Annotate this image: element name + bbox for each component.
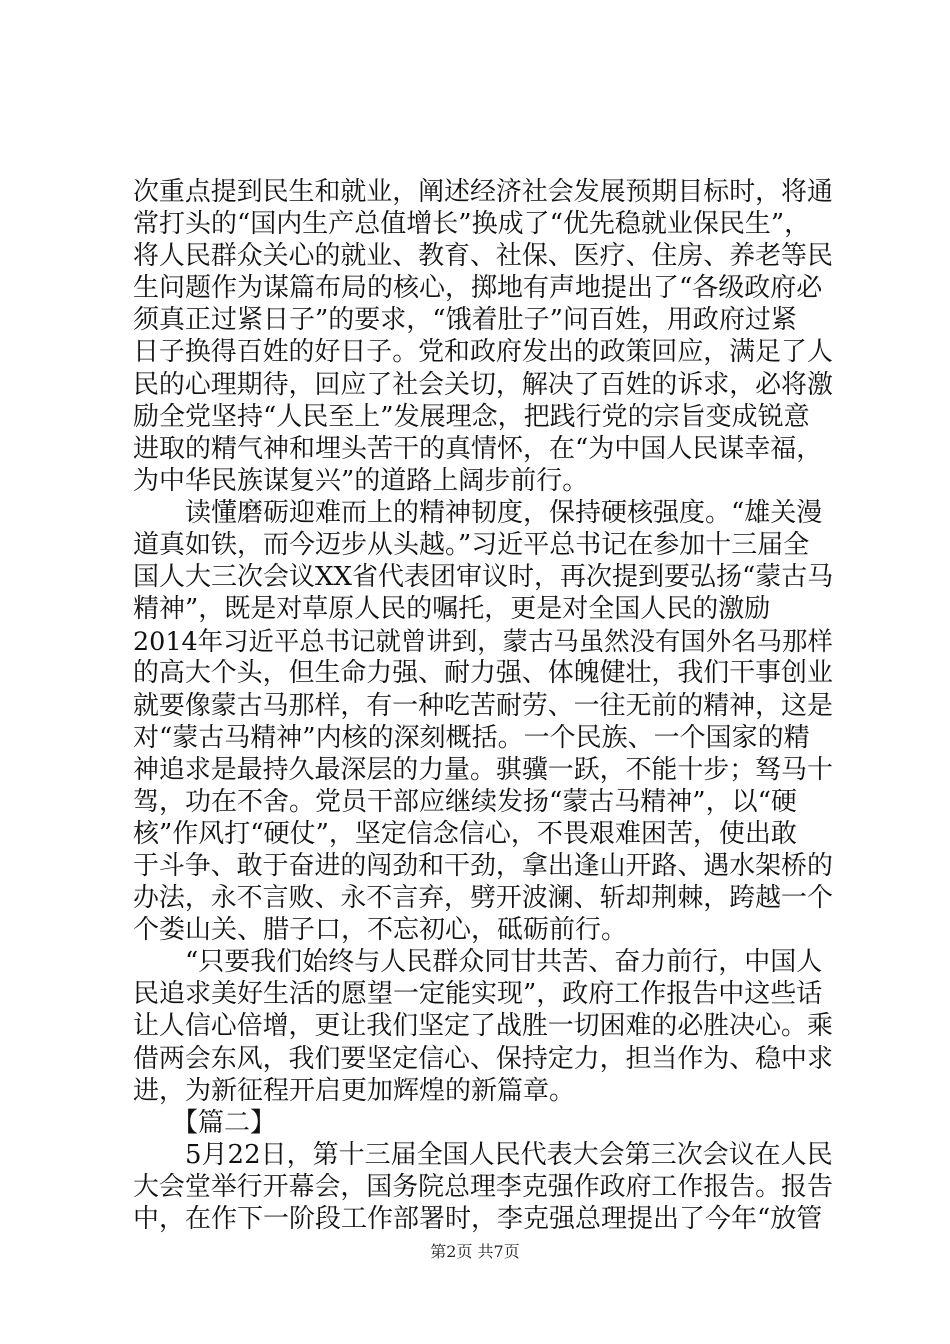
text-line: 对“蒙古马精神”内核的深刻概括。一个民族、一个国家的精 <box>133 722 810 753</box>
text-line: 中，在作下一阶段工作部署时，李克强总理提出了今年“放管 <box>133 1204 823 1234</box>
text-line: 于斗争、敢于奋进的闯劲和干劲，拿出逢山开路、遇水架桥的 <box>133 850 833 881</box>
text-line: 民的心理期待，回应了社会关切，解决了百姓的诉求，必将激 <box>133 369 833 400</box>
document-body <box>133 176 833 1235</box>
text-line: 个娄山关、腊子口，不忘初心，砥砺前行。 <box>133 915 628 946</box>
text-line: 就要像蒙古马那样，有一种吃苦耐劳、一往无前的精神，这是 <box>133 690 833 721</box>
text-line: 2014年习近平总书记就曾讲到，蒙古马虽然没有国外名马那样 <box>133 626 833 657</box>
text-line: 借两会东风，我们要坚定信心、保持定力，担当作为、稳中求 <box>133 1043 833 1074</box>
text-line: 驾，功在不舍。党员干部应继续发扬“蒙古马精神”，以“硬 <box>133 786 797 817</box>
text-line: 读懂磨砺迎难而上的精神韧度，保持硬核强度。“雄关漫 <box>133 497 823 528</box>
section-heading: 【篇二】 <box>133 1107 277 1138</box>
text-line: 生问题作为谋篇布局的核心，掷地有声地提出了“各级政府必 <box>133 273 823 304</box>
text-line: 进，为新征程开启更加辉煌的新篇章。 <box>133 1075 576 1106</box>
text-line: 常打头的“国内生产总值增长”换成了“优先稳就业保民生”， <box>133 209 811 240</box>
text-line: “只要我们始终与人民群众同甘共苦、奋力前行，中国人 <box>133 947 823 978</box>
text-line: 办法，永不言败、永不言弃，劈开波澜、斩却荆棘，跨越一个 <box>133 883 833 914</box>
text-line: 励全党坚持“人民至上”发展理念，把践行党的宗旨变成锐意 <box>133 401 810 432</box>
text-line: 国人大三次会议XX省代表团审议时，再次提到要弘扬“蒙古马 <box>133 562 834 593</box>
page-number: 第2页 共7页 <box>430 1242 520 1261</box>
text-line: 次重点提到民生和就业，阐述经济社会发展预期目标时，将通 <box>133 177 833 207</box>
text-line: 大会堂举行开幕会，国务院总理李克强作政府工作报告。报告 <box>133 1171 833 1202</box>
text-line: 神追求是最持久最深层的力量。骐骥一跃，不能十步；驽马十 <box>133 754 833 785</box>
text-line: 核”作风打“硬仗”，坚定信念信心，不畏艰难困苦，使出敢 <box>133 818 797 849</box>
text-line: 5月22日，第十三届全国人民代表大会第三次会议在人民 <box>133 1139 833 1170</box>
text-line: 道真如铁，而今迈步从头越。”习近平总书记在参加十三届全 <box>133 530 810 561</box>
text-line: 进取的精气神和埋头苦干的真情怀，在“为中国人民谋幸福， <box>133 433 823 464</box>
text-line: 精神”，既是对草原人民的嘱托，更是对全国人民的激励 <box>133 594 771 625</box>
text-line: 将人民群众关心的就业、教育、社保、医疗、住房、养老等民 <box>133 241 833 272</box>
page-footer <box>0 1242 950 1262</box>
text-line: 的高大个头，但生命力强、耐力强、体魄健壮，我们干事创业 <box>133 658 833 689</box>
text-line: 须真正过紧日子”的要求，“饿着肚子”问百姓，用政府过紧 <box>133 305 797 336</box>
text-line: 民追求美好生活的愿望一定能实现”，政府工作报告中这些话 <box>133 979 823 1010</box>
text-line: 日子换得百姓的好日子。党和政府发出的政策回应，满足了人 <box>133 337 833 368</box>
text-line: 让人信心倍增，更让我们坚定了战胜一切困难的必胜决心。乘 <box>133 1011 833 1042</box>
text-line: 为中华民族谋复兴”的道路上阔步前行。 <box>133 465 589 496</box>
